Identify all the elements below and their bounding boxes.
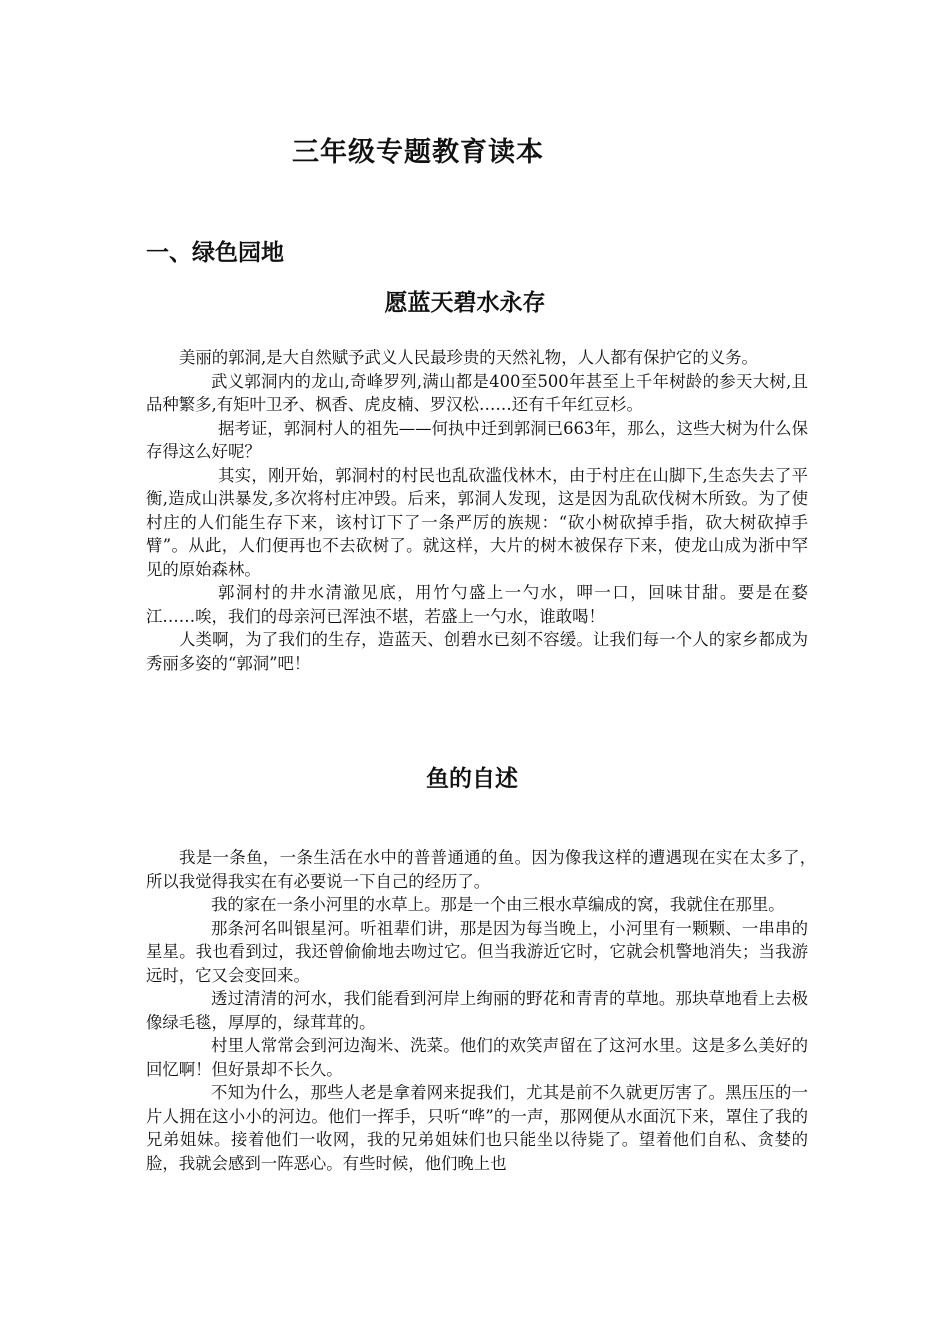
paragraph: 那条河名叫银星河。听祖辈们讲，那是因为每当晚上，小河里有一颗颗、一串串的星星。我也看到过，我还曾偷偷地去吻过它。但当我游近它时，它就会机警地消失；当我游远时，它又会变回来。 [146, 918, 808, 985]
paragraph: 人类啊，为了我们的生存，造蓝天、创碧水已刻不容缓。让我们每一个人的家乡都成为秀丽多姿的“郭洞”吧！ [146, 630, 808, 673]
paragraph: 据考证，郭洞村人的祖先——何执中迁到郭洞已663年，那么，这些大树为什么保存得这么好呢？ [146, 418, 808, 461]
paragraph: 郭洞村的井水清澈见底，用竹勺盛上一勺水，呷一口，回味甘甜。要是在婺江……唉，我们的母亲河已浑浊不堪，若盛上一勺水，谁敢喝！ [146, 583, 808, 626]
paragraph: 武义郭洞内的龙山,奇峰罗列,满山都是400至500年甚至上千年树龄的参天大树,且品种繁多,有矩叶卫矛、枫香、虎皮楠、罗汉松……还有千年红豆杉。 [146, 371, 808, 414]
paragraph: 美丽的郭洞,是大自然赋予武义人民最珍贵的天然礼物，人人都有保护它的义务。 [179, 348, 758, 367]
paragraph: 不知为什么，那些人老是拿着网来捉我们，尤其是前不久就更厉害了。黑压压的一片人拥在这小小的河边。他们一挥手，只听“哗”的一声，那网便从水面沉下来，罩住了我的兄弟姐妹。接着他们一收网，我的兄弟姐妹们也只能坐以待毙了。望着他们自私、贪婪的脸，我就会感到一阵恶心。有些时候，他们晚上也 [146, 1083, 808, 1173]
paragraph: 其实，刚开始，郭洞村的村民也乱砍滥伐林木，由于村庄在山脚下,生态失去了平衡,造成山洪暴发,多次将村庄冲毁。后来，郭洞人发现，这是因为乱砍伐树木所致。为了使村庄的人们能生存下来，该村订下了一条严厉的族规：“砍小树砍掉手指，砍大树砍掉手臂”。从此，人们便再也不去砍树了。就这样，大片的树木被保存下来，使龙山成为浙中罕见的原始森林。 [146, 465, 808, 579]
article-title-2: 鱼的自述 [426, 766, 518, 792]
paragraph: 透过清清的河水，我们能看到河岸上绚丽的野花和青青的草地。那块草地看上去极像绿毛毯，厚厚的，绿茸茸的。 [146, 989, 808, 1032]
paragraph: 我是一条鱼，一条生活在水中的普普通通的鱼。因为像我这样的遭遇现在实在太多了， 所以我觉得我实在有必要说一下自己的经历了。 [146, 848, 825, 891]
paragraph: 我的家在一条小河里的水草上。那是一个由三根水草编成的窝，我就住在那里。 [211, 895, 785, 914]
paragraph: 村里人常常会到河边淘米、洗菜。他们的欢笑声留在了这河水里。这是多么美好的回忆啊！但好景却不长久。 [146, 1036, 808, 1079]
article-body-2 [146, 846, 825, 1175]
article-title-1: 愿蓝天碧水永存 [384, 290, 546, 316]
article-body-1 [146, 346, 808, 675]
section-heading: 一、绿色园地 [146, 240, 284, 266]
document-title: 三年级专题教育读本 [292, 137, 544, 168]
